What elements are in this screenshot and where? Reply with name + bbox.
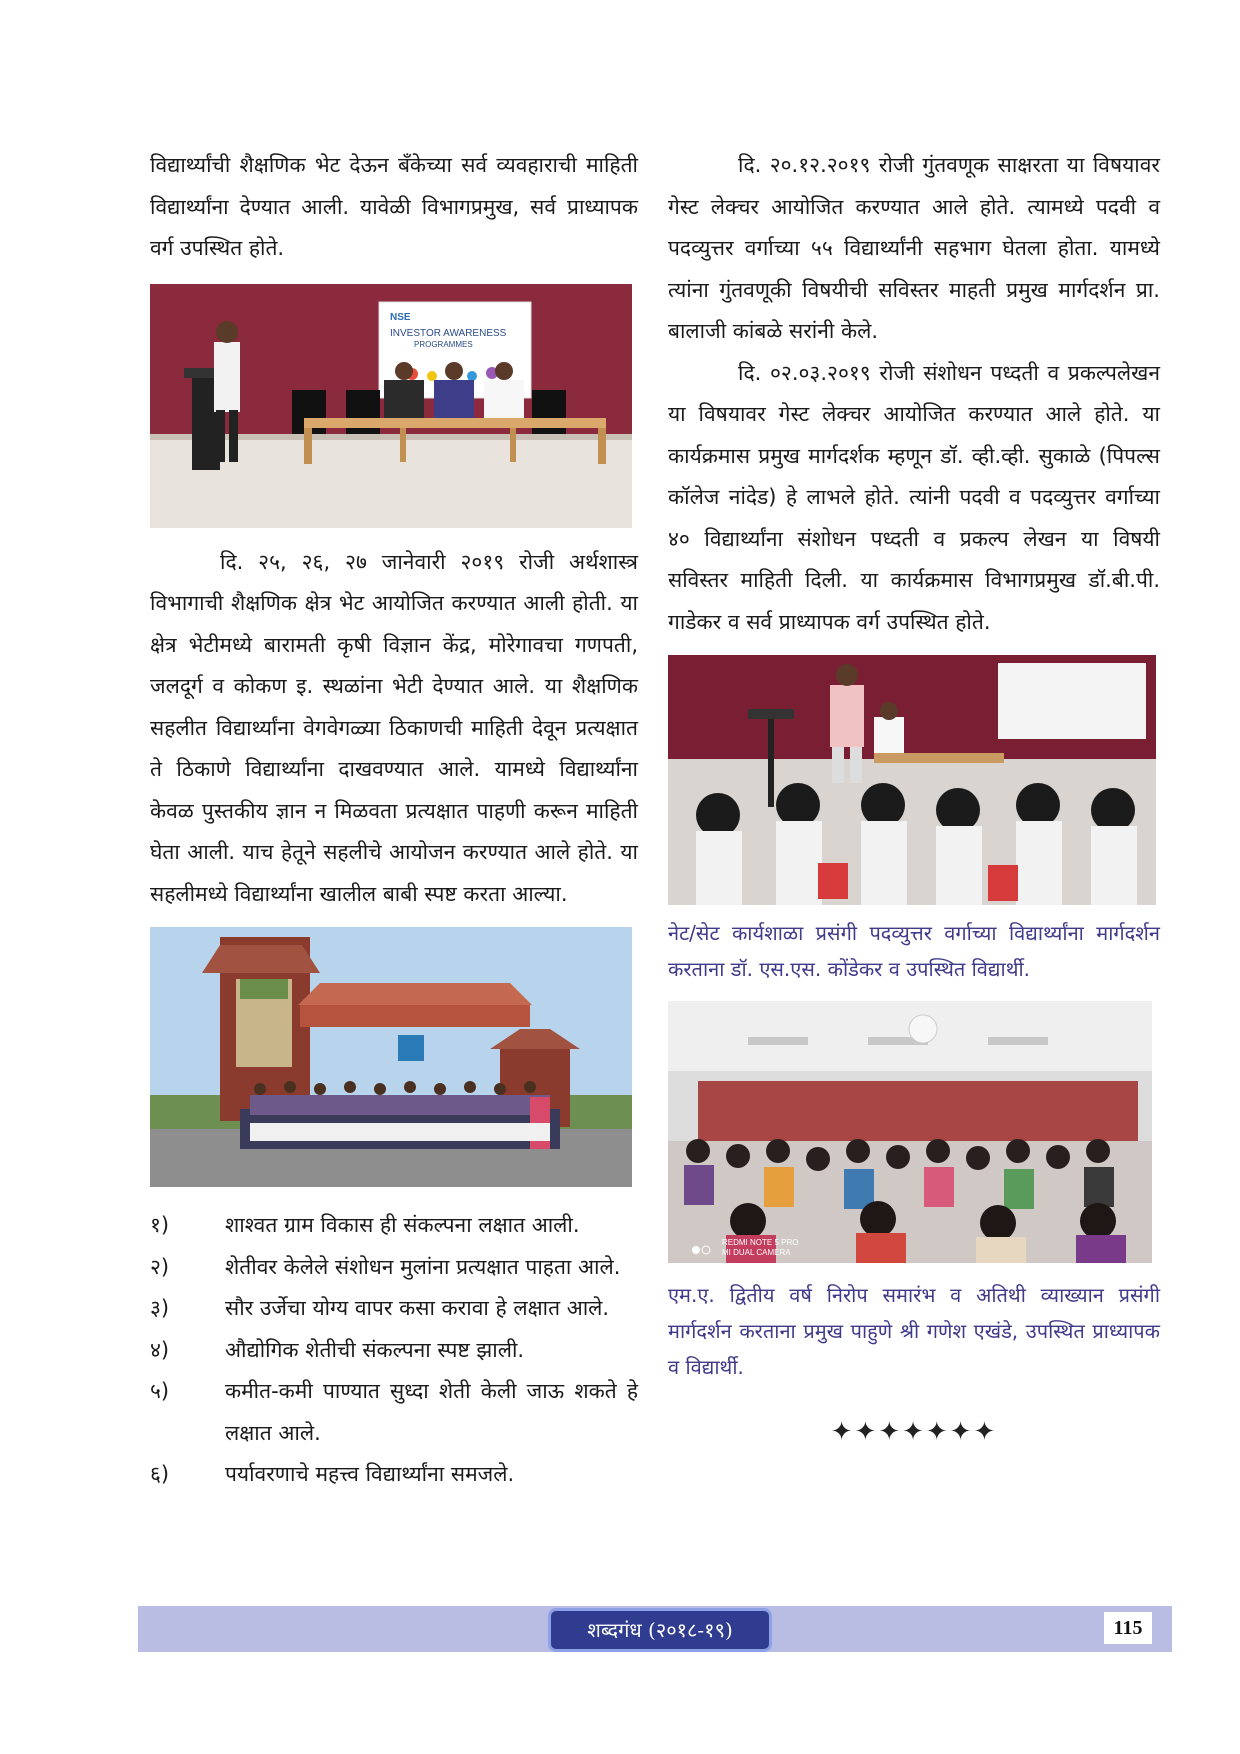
list-text: पर्यावरणाचे महत्त्व विद्यार्थ्यांना समजले. [225,1462,515,1486]
left-paragraph-1: विद्यार्थ्यांची शैक्षणिक भेट देऊन बँकेच्या सर्व व्यवहाराची माहिती विद्यार्थ्यांना देण्यात आली. यावेळी विभागप्रमुख, सर्व प्राध्यापक वर्ग उपस्थित होते. [150,153,638,260]
learning-outcomes-list [150,1205,638,1496]
right-column [668,145,1160,1447]
list-text: औद्योगिक शेतीची संकल्पना स्पष्ट झाली. [225,1337,525,1362]
list-text: कमीत-कमी पाण्यात सुध्दा शेती केली जाऊ शकते हे लक्षात आले. [225,1379,638,1445]
photo-sign-nse: NSE [390,311,411,323]
list-item [150,1205,638,1247]
left-column [150,145,638,1496]
photo-watermark-line1: REDMI NOTE 5 PRO [722,1238,799,1247]
list-item [150,1371,638,1454]
list-item [150,1454,638,1496]
right-paragraph-1: दि. २०.१२.२०१९ रोजी गुंतवणूक साक्षरता या विषयावर गेस्ट लेक्चर आयोजित करण्यात आले होते. त्यामध्ये पदवी व पदव्युत्तर वर्गाच्या ५५ विद्यार्थ्यांनी सहभाग घेतला होता. यामध्ये त्यांना गुंतवणूकी विषयीची सविस्तर माहती प्रमुख मार्गदर्शन प्रा. बालाजी कांबळे सरांनी केले. [668,153,1160,343]
list-item [150,1288,638,1330]
photo-watermark-line2: MI DUAL CAMERA [722,1248,791,1257]
list-number: ४) [150,1337,170,1362]
photo-caption-1: नेट/सेट कार्यशाळा प्रसंगी पदव्युत्तर वर्गाच्या विद्यार्थ्यांना मार्गदर्शन करताना डॉ. एस.एस. कोंडेकर व उपस्थित विद्यार्थी. [668,921,1160,981]
list-number: ५) [150,1379,170,1403]
left-paragraph-2: दि. २५, २६, २७ जानेवारी २०१९ रोजी अर्थशास्त्र विभागाची शैक्षणिक क्षेत्र भेट आयोजित करण्यात आली होती. या क्षेत्र भेटीमध्ये बारामती कृषी विज्ञान केंद्र, मोरेगावचा गणपती, जलदूर्ग व कोकण इ. स्थळांना भेटी देण्यात आले. या शैक्षणिक सहलीत विद्यार्थ्यांना वेगवेगळ्या ठिकाणची माहिती देवून प्रत्यक्षात ते ठिकाणे विद्यार्थ्यांना दाखवण्यात आले. यामध्ये विद्यार्थ्यांना केवळ पुस्तकीय ज्ञान न मिळवता प्रत्यक्षात पाहणी करून माहिती घेता आली. याच हेतूने सहलीचे आयोजन करण्यात आले होते. या सहलीमध्ये विद्यार्थ्यांना खालील बाबी स्पष्ट करता आल्या. [150,549,638,906]
list-number: ६) [150,1462,170,1486]
photo-caption-2: एम.ए. द्वितीय वर्ष निरोप समारंभ व अतिथी व्याख्यान प्रसंगी मार्गदर्शन करताना प्रमुख पाहुणे श्री गणेश एखंडे, उपस्थित प्राध्यापक व विद्यार्थी. [668,1283,1160,1379]
list-text: शाश्वत ग्राम विकास ही संकल्पना लक्षात आली. [225,1213,580,1237]
list-item [150,1330,638,1372]
investor-awareness-photo [150,284,632,528]
list-number: २) [150,1254,170,1279]
net-set-workshop-photo [668,655,1156,905]
page-number: 115 [1104,1612,1152,1644]
page-footer [138,1606,1172,1652]
section-divider: ✦✦✦✦✦✦✦ [830,1417,998,1447]
photo-sign-line3: PROGRAMMES [414,339,473,349]
list-text: शेतीवर केलेले संशोधन मुलांना प्रत्यक्षात पाहता आले. [225,1254,621,1279]
right-paragraph-2: दि. ०२.०३.२०१९ रोजी संशोधन पध्दती व प्रकल्पलेखन या विषयावर गेस्ट लेक्चर आयोजित करण्यात आले होते. या कार्यक्रमास प्रमुख मार्गदर्शक म्हणून डॉ. व्ही.व्ही. सुकाळे (पिपल्स कॉलेज नांदेड) हे लाभले होते. त्यांनी पदवी व पदव्युत्तर वर्गाच्या ४० विद्यार्थ्यांना संशोधन पध्दती व प्रकल्प लेखन या विषयी सविस्तर माहिती दिली. या कार्यक्रमास विभागप्रमुख डॉ.बी.पी. गाडेकर व सर्व प्राध्यापक वर्ग उपस्थित होते. [668,360,1160,634]
farewell-lecture-photo [668,1001,1152,1263]
list-item [150,1247,638,1289]
photo-sign-line2: INVESTOR AWARENESS [390,327,507,339]
list-text: सौर उर्जेचा योग्य वापर कसा करावा हे लक्षात आले. [225,1296,610,1320]
footer-title: शब्दगंध (२०१८-१९) [548,1608,772,1652]
list-number: ३) [150,1296,170,1320]
krishi-vigyan-kendra-photo [150,927,632,1187]
list-number: १) [150,1213,170,1237]
